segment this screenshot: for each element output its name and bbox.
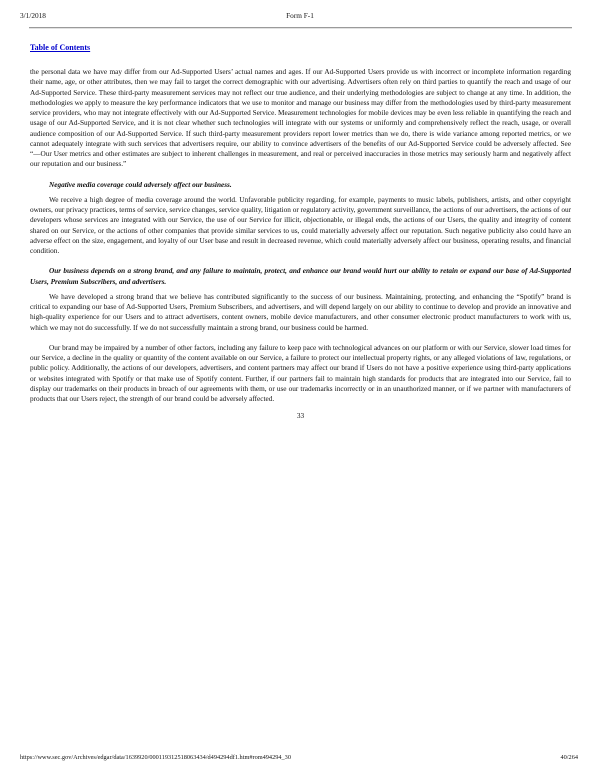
paragraph-brand-1: We have developed a strong brand that we believe has contributed significantly to the success of our business. Maintaining, protecting, and enhancing the “Spotify” brand is critical to expanding our base of Ad-Supported Users, Premium Subscribers, and advertisers, and will depend largely on our ability to continue to develop and provide an innovative and high-quality experience for our Users and to attract advertisers, content owners, mobile device manufacturers, and other consumer electronic product manufacturers to work with us, which we may not do successfully. If we do not successfully maintain a strong brand, our business could be harmed. (30, 292, 571, 332)
section-heading-media: Negative media coverage could adversely affect our business. (49, 180, 232, 189)
section-heading-brand: Our business depends on a strong brand, and any failure to maintain, protect, and enhance our brand would hurt our ability to retain or expand our base of Ad-Supported Users, Premium Subscribers, and advertisers. (30, 267, 571, 286)
footer-url: https://www.sec.gov/Archives/edgar/data/1639920/000119312518063434/d494294df1.htm#rom494294_30 (20, 754, 291, 761)
document-title: Form F-1 (286, 11, 314, 20)
document-body (30, 67, 571, 422)
table-of-contents-link[interactable]: Table of Contents (30, 43, 91, 52)
print-date: 3/1/2018 (20, 11, 46, 20)
footer-page-count: 40/264 (560, 754, 578, 761)
paragraph-media: We receive a high degree of media coverage around the world. Unfavorable publicity regarding, for example, payments to music labels, publishers, artists, and other copyright owners, our privacy practices, terms of service, service changes, service quality, litigation or regulatory activity, government surveillance, the actions of our advertisers, the actions of our developers whose services are integrated with our Service, the use of our Service for illicit, objectionable, or illegal ends, the actions of our Users, the quality and integrity of content shared on our Service, or the actions of other companies that provide similar services to us, could materially adversely affect our reputation. Such negative publicity also could have an adverse effect on the size, engagement, and loyalty of our User base and result in decreased revenue, which could materially adversely affect our business, operating results, and financial condition. (30, 195, 571, 255)
paragraph-brand-2: Our brand may be impaired by a number of other factors, including any failure to keep pace with technological advances on our platform or with our Service, slower load times for our Service, a decline in the quality or quantity of the content available on our Service, a failure to protect our intellectual property rights, or any alleged violations of law, regulations, or public policy. Additionally, the actions of our developers, advertisers, and content partners may affect our brand if Users do not have a positive experience using third-party applications or websites integrated with Spotify or that make use of Spotify content. Further, if our partners fail to maintain high standards for products that are integrated into our Service, fail to display our trademarks on their products in breach of our agreements with them, or use our trademarks incorrectly or in an unauthorized manner, or if we partner with manufacturers of products that our Users reject, the strength of our brand could be adversely affected. (30, 343, 571, 403)
paragraph-continued: the personal data we have may differ from our Ad-Supported Users’ actual names and ages. If our Ad-Supported Users provide us with incorrect or incomplete information regarding their name, age, or other attributes, then we may fail to target the correct demographic with our advertising. Advertisers often rely on third parties to quantify the reach and usage of our Ad-Supported Service. These third-party measurement services may not reflect our true audience, and their underlying methodologies are subject to change at any time. In addition, the methodologies we apply to measure the key performance indicators that we use to monitor and manage our business may differ from the methodologies used by third-party measurement service providers, who may not integrate effectively with our Ad-Supported Service. Measurement technologies for mobile devices may be even less reliable in quantifying the reach and usage of our Ad-Supported Service, and it is not clear whether such technologies will integrate with our systems or uniformly and comprehensively reflect the reach, usage, or overall audience composition of our Ad-Supported Service. If such third-party measurement providers report lower metrics than we do, there is wide variance among reported metrics, or we cannot adequately integrate with such services that advertisers require, our ability to convince advertisers of the benefits of our Ad-Supported Service could be adversely affected. See “—Our User metrics and other estimates are subject to inherent challenges in measurement, and real or perceived inaccuracies in those metrics may seriously harm and negatively affect our reputation and our business.” (30, 68, 571, 169)
header-divider (29, 27, 572, 29)
page-number: 33 (296, 412, 305, 421)
